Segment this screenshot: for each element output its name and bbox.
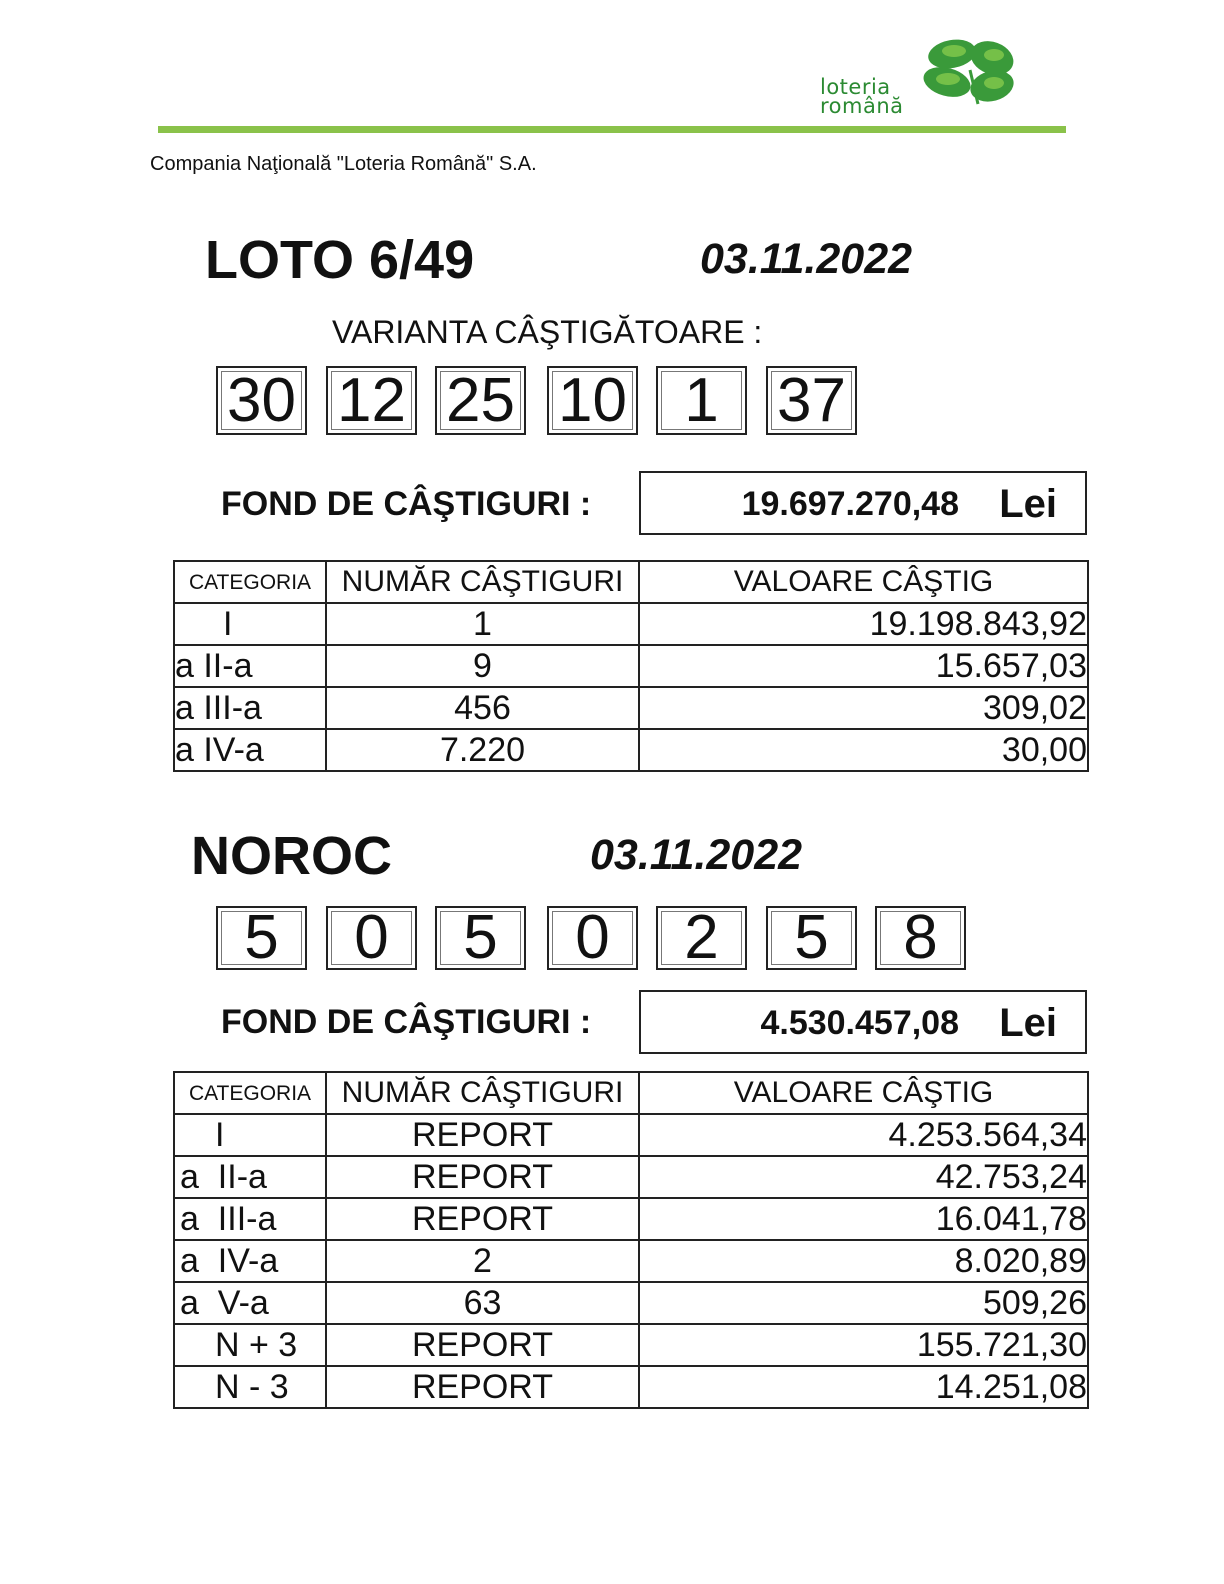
winners-cell: 456 [326, 687, 639, 729]
noroc-digit: 0 [547, 906, 638, 970]
loto-fund-currency: Lei [999, 482, 1057, 526]
category-cell: a V-a [174, 1282, 326, 1324]
category-cell: a IV-a [174, 1240, 326, 1282]
prize-cell: 309,02 [639, 687, 1088, 729]
noroc-fund-amount: 4.530.457,08 [760, 1004, 959, 1042]
prize-cell: 16.041,78 [639, 1198, 1088, 1240]
category-cell: a II-a [174, 1156, 326, 1198]
noroc-digit: 5 [766, 906, 857, 970]
noroc-date: 03.11.2022 [590, 831, 803, 879]
column-header-winners: NUMĂR CÂŞTIGURI [326, 1072, 639, 1114]
winners-cell: REPORT [326, 1324, 639, 1366]
loto-results-table [173, 560, 1089, 772]
noroc-fund-currency: Lei [999, 1001, 1057, 1045]
winners-cell: 1 [326, 603, 639, 645]
loto-title: LOTO 6/49 [205, 230, 475, 290]
loto-number: 10 [547, 366, 638, 435]
table-row [174, 603, 1088, 645]
winners-cell: REPORT [326, 1366, 639, 1408]
noroc-digit: 2 [656, 906, 747, 970]
category-cell: N - 3 [174, 1366, 326, 1408]
loto-number: 37 [766, 366, 857, 435]
column-header-winners: NUMĂR CÂŞTIGURI [326, 561, 639, 603]
category-cell: N + 3 [174, 1324, 326, 1366]
winners-cell: 2 [326, 1240, 639, 1282]
category-cell: a II-a [174, 645, 326, 687]
category-cell: I [174, 1114, 326, 1156]
category-cell: a III-a [174, 687, 326, 729]
company-name: Compania Naţională "Loteria Română" S.A. [150, 153, 537, 175]
noroc-fund-box [639, 990, 1087, 1054]
prize-cell: 4.253.564,34 [639, 1114, 1088, 1156]
table-row [174, 645, 1088, 687]
prize-cell: 155.721,30 [639, 1324, 1088, 1366]
winners-cell: REPORT [326, 1156, 639, 1198]
table-row [174, 1240, 1088, 1282]
logo-text-line2: română [820, 94, 904, 118]
noroc-digit: 5 [435, 906, 526, 970]
loteria-romana-logo [812, 34, 1022, 124]
loto-date: 03.11.2022 [700, 235, 913, 283]
table-header-row [174, 561, 1088, 603]
prize-cell: 8.020,89 [639, 1240, 1088, 1282]
category-cell: a III-a [174, 1198, 326, 1240]
category-cell: I [174, 603, 326, 645]
prize-cell: 19.198.843,92 [639, 603, 1088, 645]
column-header-prize: VALOARE CÂŞTIG [639, 561, 1088, 603]
loto-fund-amount: 19.697.270,48 [741, 485, 959, 523]
table-row [174, 1198, 1088, 1240]
winners-cell: 63 [326, 1282, 639, 1324]
noroc-title: NOROC [191, 826, 392, 886]
prize-cell: 509,26 [639, 1282, 1088, 1324]
noroc-digit: 8 [875, 906, 966, 970]
table-row [174, 687, 1088, 729]
prize-cell: 30,00 [639, 729, 1088, 771]
table-header-row [174, 1072, 1088, 1114]
prize-cell: 15.657,03 [639, 645, 1088, 687]
loto-number: 12 [326, 366, 417, 435]
loto-number: 1 [656, 366, 747, 435]
noroc-digit: 5 [216, 906, 307, 970]
prize-cell: 42.753,24 [639, 1156, 1088, 1198]
loto-fund-box [639, 471, 1087, 535]
prize-cell: 14.251,08 [639, 1366, 1088, 1408]
header-divider [158, 126, 1066, 133]
table-row [174, 1156, 1088, 1198]
table-row [174, 1282, 1088, 1324]
loto-number: 30 [216, 366, 307, 435]
loto-number: 25 [435, 366, 526, 435]
noroc-results-table [173, 1071, 1089, 1409]
winning-variant-label: VARIANTA CÂŞTIGĂTOARE : [332, 314, 763, 350]
column-header-prize: VALOARE CÂŞTIG [639, 1072, 1088, 1114]
column-header-category: CATEGORIA [174, 1072, 326, 1114]
table-row [174, 1324, 1088, 1366]
logo-text-line1: loteria [820, 75, 891, 99]
winners-cell: 9 [326, 645, 639, 687]
table-row [174, 729, 1088, 771]
table-row [174, 1366, 1088, 1408]
loto-fund-label: FOND DE CÂŞTIGURI : [221, 485, 592, 523]
category-cell: a IV-a [174, 729, 326, 771]
noroc-digit: 0 [326, 906, 417, 970]
table-row [174, 1114, 1088, 1156]
noroc-fund-label: FOND DE CÂŞTIGURI : [221, 1003, 592, 1041]
winners-cell: REPORT [326, 1114, 639, 1156]
winners-cell: 7.220 [326, 729, 639, 771]
column-header-category: CATEGORIA [174, 561, 326, 603]
winners-cell: REPORT [326, 1198, 639, 1240]
